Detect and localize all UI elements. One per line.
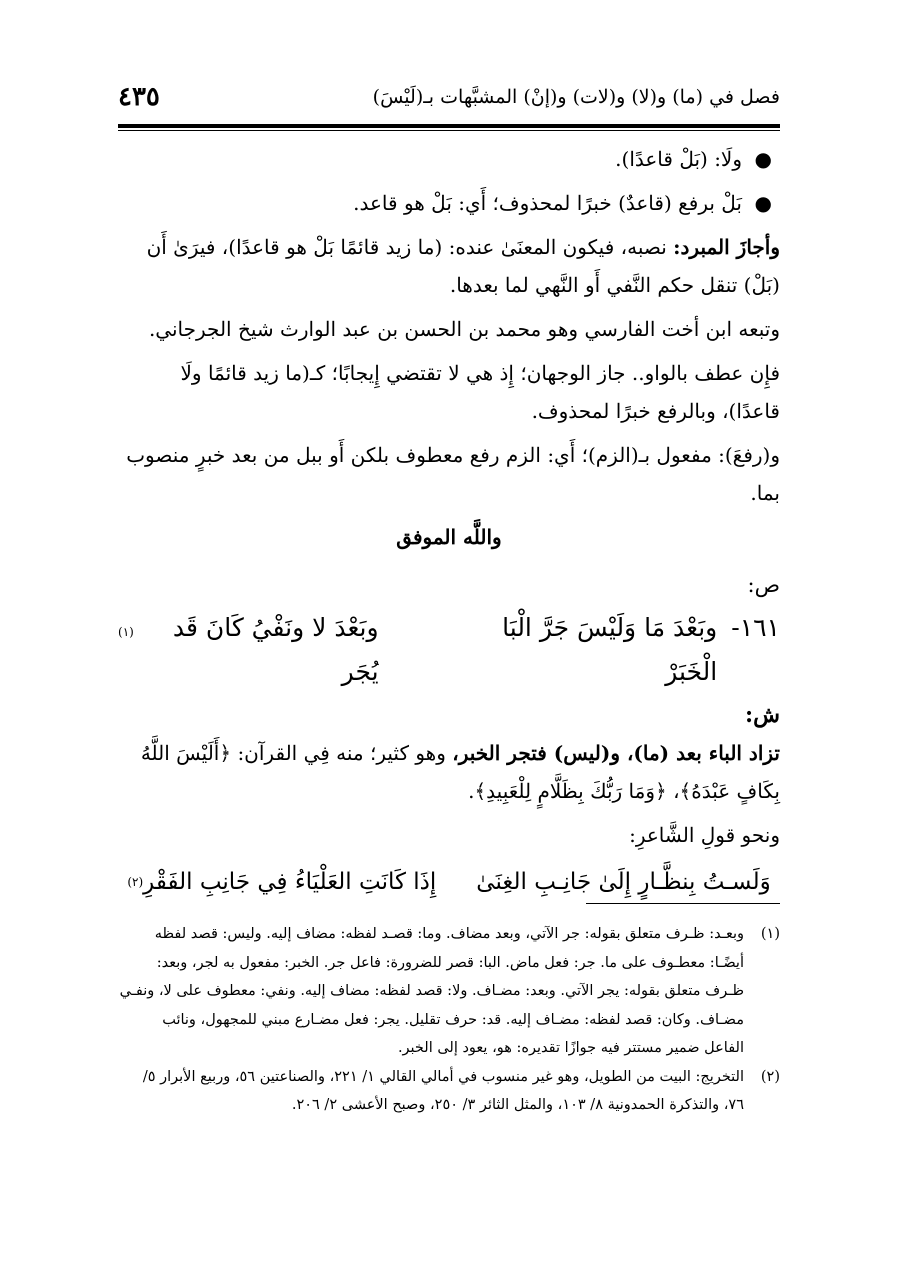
- section-label-sad: ص:: [747, 573, 780, 597]
- footnote-text: وبعـد: ظـرف متعلق بقوله: جر الآتي، وبعد مضاف. وما: قصـد لفظه: مضاف إليه. وليس: قصد لفظه أيضًـا: معطـوف على ما. جر: فعل ماض. البا: قصر للضرورة: فاعل جر. الخبر: مفعول به لجر، وبعد: ظـرف متعلق بقوله: يجر الآتي. وبعد: مضـاف. ولا: قصد لفظه: مضاف إليه. ونفي: معطوف على لا، ونفـي مضـاف. وكان: قصد لفظه: مضـاف إليه. قد: حرف تقليل. يجر: فعل مضـارع مبني للمجهول، ونائب الفاعل ضمير مستتر فيه جوازًا تقديره: هو، يعود إلى الخبر.: [119, 926, 744, 1056]
- paragraph: و(رفعَ): مفعول بـ(الزم)؛ أَي: الزم رفع معطوف بلكن أَو ببل من بعد خبرٍ منصوب بما.: [126, 443, 780, 505]
- header-rule-thin: [118, 130, 780, 131]
- running-header: [118, 82, 780, 116]
- footnotes: [118, 920, 780, 1120]
- bullet-text: ولَا: (بَلْ قاعدًا).: [615, 147, 742, 171]
- section-label-shin: ش:: [745, 702, 780, 728]
- footnote-number: (٢): [760, 1068, 780, 1085]
- paragraph: ونحو قولِ الشَّاعرِ:: [629, 823, 780, 847]
- paragraph: [118, 228, 780, 304]
- paragraph-text: وهو كثير؛ منه فِي القرآن: ﴿أَلَيْسَ اللَّهُ بِكَافٍ عَبْدَهُ﴾، ﴿وَمَا رَبُّكَ بِظَلَّامٍ لِلْعَبِيدِ﴾.: [140, 741, 780, 803]
- paragraph-text: نصبه، فيكون المعنَىٰ عنده: (ما زيد قائمًا بَلْ هو قاعدًا)، فيرَىٰ أَن (بَلْ) تنقل حكم النَّفي أَو النَّهي لما بعدها.: [146, 235, 780, 297]
- poem-hemistich-2: إِذَا كَانَتِ العَلْيَاءُ فِي جَانِبِ الفَقْرِ: [143, 869, 437, 895]
- bullet-text: بَلْ برفع (قاعدٌ) خبرًا لمحذوف؛ أَي: بَلْ هو قاعد.: [353, 191, 742, 215]
- verse-line: [118, 606, 780, 694]
- paragraph: [118, 734, 780, 810]
- bullet-item: [118, 140, 780, 178]
- verse-hemistich-1: وبَعْدَ مَا وَلَيْسَ جَرَّ الْبَا الْخَبَرْ: [502, 613, 718, 686]
- footnote-ref: (١): [118, 625, 134, 639]
- main-text: [118, 140, 780, 910]
- footnote-separator: [586, 903, 780, 904]
- footnote: [118, 1063, 780, 1120]
- footnote-text: التخريج: البيت من الطويل، وهو غير منسوب في أمالي القالي ١/ ٢٢١، والصناعتين ٥٦، وربيع الأبرار ٥/ ٧٦، والتذكرة الحمدونية ٨/ ١٠٣، والمثل الثائر ٣/ ٢٥٠، وصبح الأعشى ٢/ ٢٠٦.: [142, 1068, 744, 1113]
- header-rule-thick: [118, 124, 780, 128]
- header-title: فصل في (ما) و(لا) و(لات) و(إنْ) المشبَّهات بـ(لَيْسَ): [372, 86, 780, 108]
- footnote: [118, 920, 780, 1063]
- page-number: ٤٣٥: [118, 82, 160, 112]
- poem-hemistich-1: وَلَسـتُ بِنظَّـارٍ إِلَىٰ جَانِـبِ الغِنَىٰ: [476, 869, 771, 895]
- paragraph: وتبعه ابن أخت الفارسي وهو محمد بن الحسن بن عبد الوارث شيخ الجرجاني.: [148, 317, 780, 341]
- bullet-item: [118, 184, 780, 222]
- bold-lead: وأجازَ المبرد:: [673, 235, 780, 259]
- verse-number: ١٦١-: [731, 613, 780, 642]
- bold-lead: تزاد الباء بعد (ما)، و(ليس) فتجر الخبر،: [452, 741, 780, 765]
- poem-line: [118, 860, 780, 904]
- paragraph: فإِن عطف بالواو.. جاز الوجهان؛ إِذ هي لا تقتضي إِيجابًا؛ كـ(ما زيد قائمًا ولَا قاعدًا)، وبالرفع خبرًا لمحذوف.: [180, 361, 780, 423]
- verse-hemistich-2: وبَعْدَ لا ونَفْيُ كَانَ قَد يُجَر: [172, 613, 379, 686]
- closing-phrase: واللَّه الموفق: [396, 525, 502, 549]
- footnote-ref: (٢): [127, 875, 144, 889]
- footnote-number: (١): [760, 926, 780, 942]
- bullet-dot-icon: ●: [754, 147, 772, 171]
- bullet-dot-icon: ●: [754, 191, 772, 215]
